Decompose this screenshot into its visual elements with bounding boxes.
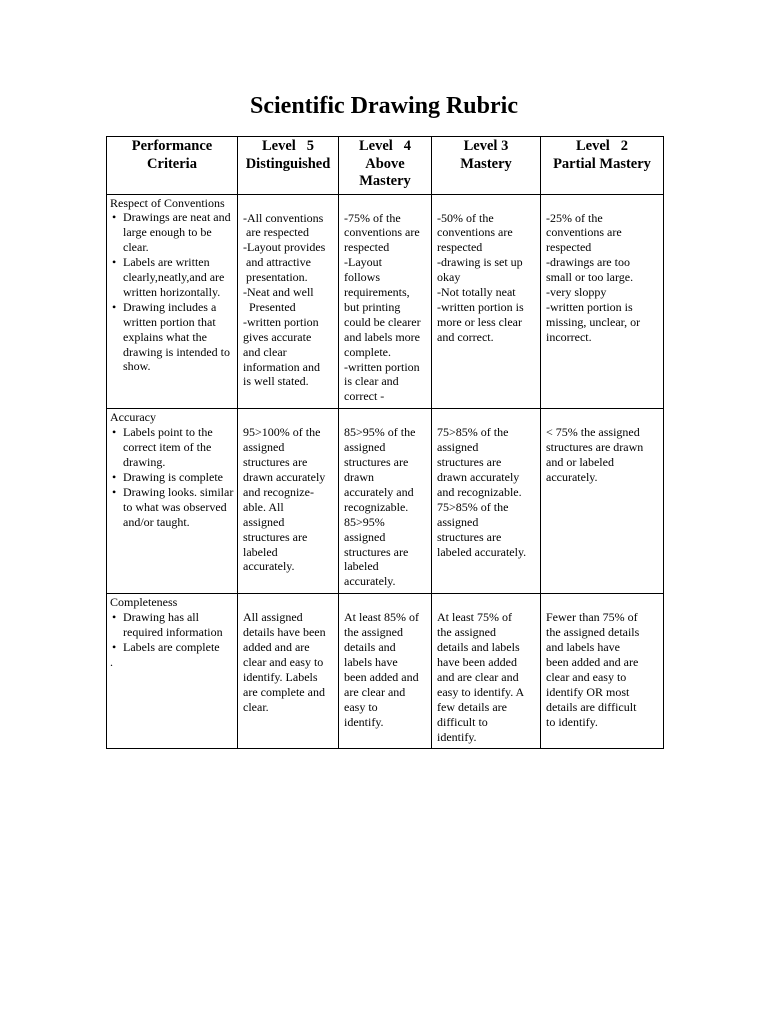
criteria-heading: Completeness — [110, 595, 178, 610]
criteria-bullet: • Drawing is complete — [110, 470, 235, 485]
level-4-cell — [339, 594, 432, 749]
level-text-line: -written portion is — [546, 299, 633, 314]
level-text-line: structures are — [344, 544, 409, 559]
level-text-line: structures are — [243, 455, 308, 470]
level-text-line: conventions are — [437, 225, 513, 240]
criteria-bullet-list — [110, 210, 235, 374]
level-text-line: accurately. — [344, 574, 396, 589]
level-text-line: structures are — [344, 455, 409, 470]
criteria-trailing-mark: . — [110, 654, 113, 669]
header-line: Level 3 — [463, 138, 509, 154]
level-text-line: identify OR most — [546, 684, 630, 699]
level-text-line: clear and easy to — [546, 669, 627, 684]
level-text-line: drawn accurately — [437, 470, 520, 484]
level-text-line: missing, unclear, or — [546, 314, 641, 329]
level-text-line: -very sloppy — [546, 285, 607, 300]
level-text-line: -Layout — [344, 255, 382, 270]
level-text-line: drawn accurately — [243, 470, 326, 484]
header-line: Level 2 — [576, 138, 628, 154]
level-text-line: All assigned — [243, 610, 303, 625]
level-text-line: and are clear and — [437, 669, 519, 684]
level-text-line: details and — [344, 640, 396, 655]
level-text-line: identify. — [344, 714, 384, 729]
level-text-line: labeled accurately. — [437, 544, 527, 559]
level-text-line: -Neat and well — [243, 285, 314, 300]
level-text-line: and clear — [243, 344, 287, 359]
level-text-line: -All conventions — [243, 210, 324, 225]
level-text-line: structures are drawn — [546, 440, 644, 455]
level-text-line: identify. Labels — [243, 669, 318, 684]
level-text-line: is well stated. — [243, 374, 309, 389]
criteria-heading: Respect of Conventions — [110, 195, 225, 210]
level-text-line: few details are — [437, 699, 507, 714]
level-text-line: and attractive — [243, 255, 311, 270]
level-text-line: 75>85% of the — [437, 499, 509, 514]
level-text-line: and recognizable. — [437, 484, 522, 499]
level-text-line: < 75% the assigned — [546, 425, 640, 440]
header-line: Performance — [131, 138, 213, 154]
level-text-line: labeled — [243, 544, 278, 559]
criteria-bullet: • Labels are written clearly,neatly,and are written horizontally. — [110, 255, 235, 300]
level-text-line: 85>95% of the — [344, 425, 416, 440]
level-2-cell — [541, 409, 664, 594]
header-performance-criteria — [107, 137, 238, 195]
level-text-line: -written portion — [243, 314, 319, 329]
level-text-line: the assigned details — [546, 625, 640, 640]
level-text-line: okay — [437, 270, 461, 285]
level-text-line: At least 85% of — [344, 610, 419, 625]
level-text-line: are complete and — [243, 684, 325, 699]
header-line: Mastery — [460, 155, 512, 172]
header-row — [107, 137, 664, 195]
level-text-line: have been added — [437, 654, 517, 669]
level-text-line: -written portion — [344, 359, 420, 374]
level-text-line: Fewer than 75% of — [546, 610, 638, 625]
level-text-line: and labels have — [546, 640, 620, 655]
level-2-cell — [541, 194, 664, 409]
level-text-line: Presented — [243, 299, 296, 314]
level-text-line: -Not totally neat — [437, 285, 516, 300]
criteria-bullet: • Drawings are neat and large enough to be clear. — [110, 210, 235, 255]
level-text-line: more or less clear — [437, 314, 522, 329]
header-line: Above — [365, 155, 405, 172]
level-text-line: assigned — [344, 440, 386, 455]
level-text-line: gives accurate — [243, 329, 312, 344]
criteria-bullet-list — [110, 610, 235, 655]
level-text-line: details have been — [243, 625, 326, 640]
level-text-line: and or labeled — [546, 455, 614, 470]
level-text-line: 85>95% — [344, 514, 385, 529]
rubric-table — [106, 136, 664, 749]
criteria-bullet: • Drawing looks. similar to what was observed and/or taught. — [110, 485, 235, 530]
level-text-line: 95>100% of the — [243, 425, 321, 440]
level-text-line: conventions are — [546, 225, 622, 240]
level-text-line: -drawings are too — [546, 255, 630, 270]
level-text-line: the assigned — [437, 625, 496, 640]
level-text-line: -written portion is — [437, 299, 524, 314]
level-text-line: respected — [437, 240, 483, 255]
level-text-line: -25% of the — [546, 210, 603, 225]
level-text-line: -50% of the — [437, 210, 494, 225]
level-text-line: assigned — [243, 514, 285, 529]
header-line: Criteria — [147, 155, 197, 172]
criteria-heading: Accuracy — [110, 410, 156, 425]
level-text-line: accurately and — [344, 484, 414, 499]
level-text-line: able. All — [243, 499, 284, 514]
criteria-bullet: • Labels are complete — [110, 640, 235, 655]
level-text-line: are clear and — [344, 684, 406, 699]
level-3-cell — [432, 194, 541, 409]
level-text-line: clear. — [243, 699, 269, 714]
level-text-line: presentation. — [243, 270, 308, 285]
level-text-line: assigned — [437, 514, 479, 529]
level-text-line: recognizable. — [344, 499, 409, 514]
level-text-line: requirements, — [344, 285, 410, 300]
level-text-line: assigned — [344, 529, 386, 544]
criteria-bullet-list — [110, 425, 235, 529]
level-text-line: and labels more — [344, 329, 420, 344]
level-text-line: easy to — [344, 699, 378, 714]
header-line: Partial Mastery — [553, 155, 651, 172]
header-line: Mastery — [359, 173, 411, 189]
level-text-line: 75>85% of the — [437, 425, 509, 440]
header-line: Level 5 — [262, 138, 314, 154]
rubric-body — [107, 194, 664, 749]
criteria-bullet: • Labels point to the correct item of the drawing. — [110, 425, 235, 470]
criteria-bullet: • Drawing has all required information — [110, 610, 235, 640]
row-accuracy — [107, 409, 664, 594]
level-text-line: -75% of the — [344, 210, 401, 225]
level-text-line: the assigned — [344, 625, 403, 640]
level-text-line: incorrect. — [546, 329, 592, 344]
level-text-line: difficult to — [437, 714, 488, 729]
level-text-line: labeled — [344, 559, 379, 574]
header-line: Distinguished — [245, 155, 331, 172]
level-text-line: correct - — [344, 389, 385, 404]
level-text-line: respected — [546, 240, 592, 255]
level-text-line: drawn — [344, 470, 374, 484]
level-text-line: small or too large. — [546, 270, 634, 285]
criteria-cell — [107, 594, 238, 749]
level-text-line: -Layout provides — [243, 240, 326, 255]
level-text-line: to identify. — [546, 714, 598, 729]
level-text-line: structures are — [243, 529, 308, 544]
level-text-line: assigned — [437, 440, 479, 455]
document-title: Scientific Drawing Rubric — [250, 93, 518, 119]
level-text-line: is clear and — [344, 374, 399, 389]
header-level-5 — [238, 137, 339, 195]
level-text-line: clear and easy to — [243, 654, 324, 669]
level-text-line: respected — [344, 240, 390, 255]
row-completeness — [107, 594, 664, 749]
level-text-line: accurately. — [546, 470, 598, 484]
level-text-line: information and — [243, 359, 320, 374]
level-text-line: accurately. — [243, 559, 295, 574]
level-text-line: and correct. — [437, 329, 494, 344]
level-text-line: and recognize- — [243, 484, 314, 499]
level-text-line: been added and are — [546, 654, 639, 669]
level-text-line: assigned — [243, 440, 285, 455]
criteria-cell — [107, 194, 238, 409]
level-text-line: conventions are — [344, 225, 420, 240]
level-text-line: details and labels — [437, 640, 520, 655]
header-level-3 — [432, 137, 541, 195]
header-line: Level 4 — [359, 138, 411, 154]
header-level-4 — [339, 137, 432, 195]
level-text-line: could be clearer — [344, 314, 421, 329]
level-5-cell — [238, 594, 339, 749]
criteria-bullet: • Drawing includes a written portion that explains what the drawing is intended to show. — [110, 300, 235, 375]
level-4-cell — [339, 409, 432, 594]
level-text-line: been added and — [344, 669, 419, 684]
level-text-line: but printing — [344, 299, 401, 314]
level-text-line: -drawing is set up — [437, 255, 523, 270]
row-respect-of-conventions — [107, 194, 664, 409]
level-2-cell — [541, 594, 664, 749]
level-text-line: structures are — [437, 455, 502, 470]
level-text-line: identify. — [437, 729, 477, 744]
level-text-line: are respected — [243, 225, 309, 240]
level-text-line: labels have — [344, 654, 398, 669]
level-text-line: easy to identify. A — [437, 684, 525, 699]
level-5-cell — [238, 194, 339, 409]
level-4-cell — [339, 194, 432, 409]
level-text-line: follows — [344, 270, 380, 285]
header-level-2 — [541, 137, 664, 195]
level-text-line: At least 75% of — [437, 610, 512, 625]
level-5-cell — [238, 409, 339, 594]
level-text-line: added and are — [243, 640, 310, 655]
level-text-line: structures are — [437, 529, 502, 544]
level-3-cell — [432, 594, 541, 749]
level-text-line: complete. — [344, 344, 391, 359]
level-text-line: details are difficult — [546, 699, 637, 714]
criteria-cell — [107, 409, 238, 594]
level-3-cell — [432, 409, 541, 594]
